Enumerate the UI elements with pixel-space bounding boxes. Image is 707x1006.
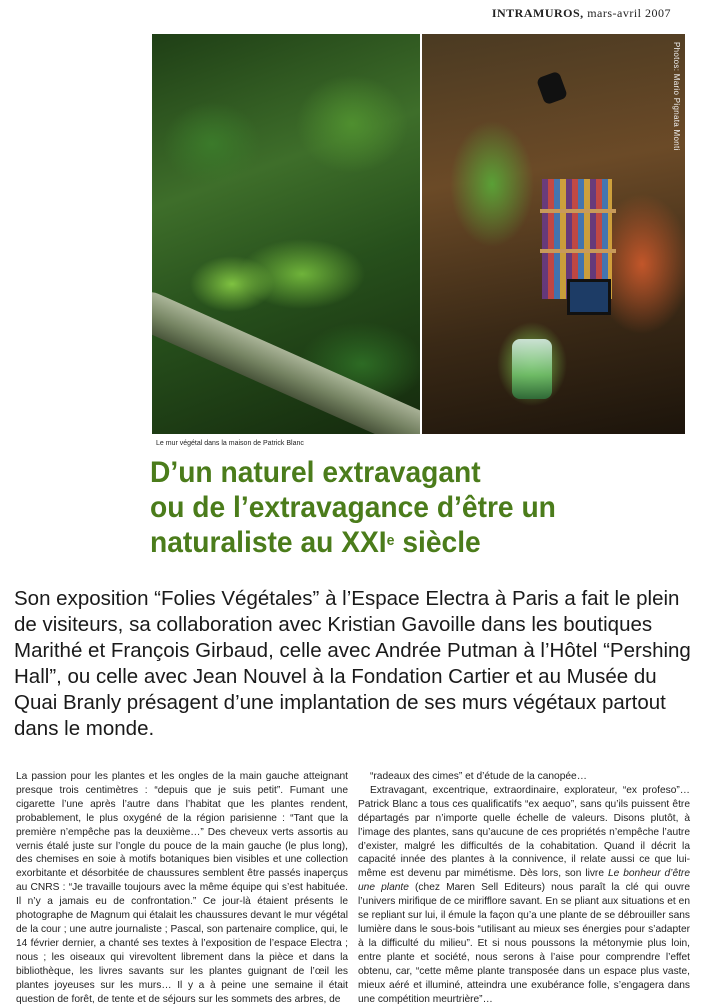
body-paragraph [358,784,690,1006]
branch-shape [152,286,420,434]
body-column-right [358,770,690,1006]
issue-date: mars-avril 2007 [583,6,671,20]
interior-photo [422,34,685,434]
book-title: Le bonheur d’être une plante [358,868,690,894]
lamp-shape [536,71,568,106]
magazine-name: INTRAMUROS, [491,6,584,20]
page-header [492,6,671,21]
body-text: (chez Maren Sell Editeurs) nous paraît la clé qui ouvre l’univers mirifique de ce mirifflore savant. En se pliant aux situations et en se repliant sur lui, il émule la façon qu’a une plante de se débrouiller sans lumière dans le sous-bois “utilisant au mieux ses énergies pour s’adapter à la difficulté du milieu”. Et si nous poussons la métonymie plus loin, entre plante et société, nous serons à l’aise pour comprendre l’effet obtenu, car, “cette même plante transposée dans un espace plus vaste, mieux aéré et illuminé, atteindra une exubérance folle, s’engagera dans une compétition meurtrière”… [358,882,690,1005]
body-column-left [16,770,348,1006]
plant-wall-photo [152,34,420,434]
headline-line-3-end: siècle [394,526,481,559]
body-paragraph: “radeaux des cimes” et d’étude de la canopée… [370,771,587,782]
headline-superscript: e [386,532,395,549]
body-paragraph: La passion pour les plantes et les ongles de la main gauche atteignant presque trois centimètres : “depuis que je suis petit”. Fumant une cigarette l’une après l’autre dans l’habitat que les plantes rendent, probablement, le plus oxygéné de la région parisienne : “Tant que la première n’empêche pas la deuxième…” Des cheveux verts assortis au vernis étalé juste sur l’ongle du pouce de la main gauche (le plus long), des chemises en soie à motifs botaniques bien visibles et une collection exorbitante et désorbitée de chaussures semblent être passés inaperçus au CNRS : “Je travaille toujours avec la même équipe qui s’est habituée. Il n’y a jamais eu de confrontation.” Ce jour-là étaient présents le photographe de Magnum qui étalait les chaussures devant le mur végétal de la cour ; une autre journaliste ; Pascal, son partenaire complice, qui, le 14 février dernier, a chanté ses textes à l’exposition de l’espace Electra ; nous ; les oiseaux qui virevoltent librement dans la pièce et dans la bibliothèque, les livres savants sur les plantes guignant de l’œil les plantes joyeuses sur les murs… Il y a à peine une semaine il était question de forêt, de tente et de séjours sur les sommets des arbres, de [16,771,348,1005]
aquarium-shape [512,339,552,399]
headline-line-3: naturaliste au XXI [150,526,387,559]
photo-credit: Photos: Mario Pignata Monti [672,42,681,151]
shelf-board [540,209,616,213]
article-lead: Son exposition “Folies Végétales” à l’Espace Electra à Paris a fait le plein de visiteurs, sa collaboration avec Kristian Gavoille dans les boutiques Marithé et François Girbaud, celle avec Andrée Putman à l’Hôtel “Pershing Hall”, ou celle avec Jean Nouvel à la Fondation Cartier et au Musée du Quai Branly présagent d’une implantation de ses murs végétaux partout dans le monde. [14,587,691,740]
monitor-shape [567,279,611,315]
shelf-board [540,249,616,253]
headline-line-2: ou de l’extravagance d’être un [150,491,556,524]
body-text: Extravagant, excentrique, extraordinaire, explorateur, “ex profeso”… Patrick Blanc a tous ces qualificatifs “ex aequo”, sans qu’ils puissent être départagés par n’importe quelle échelle de valeurs. Disons plutôt, à l’image des plantes, sans qu’aucune de ces propriétés n’empêche l’autre d’exister, malgré les difficultés de la cohabitation. Quand il décrit la capacité innée des plantes à la connivence, il relate aussi ce que lui-même est devenu par mimétisme. Dès lors, son livre [358,784,690,880]
article-headline [150,455,639,560]
photo-spread [152,34,685,434]
photo-caption: Le mur végétal dans la maison de Patrick Blanc [156,440,304,447]
headline-line-1: D’un naturel extravagant [150,456,481,489]
